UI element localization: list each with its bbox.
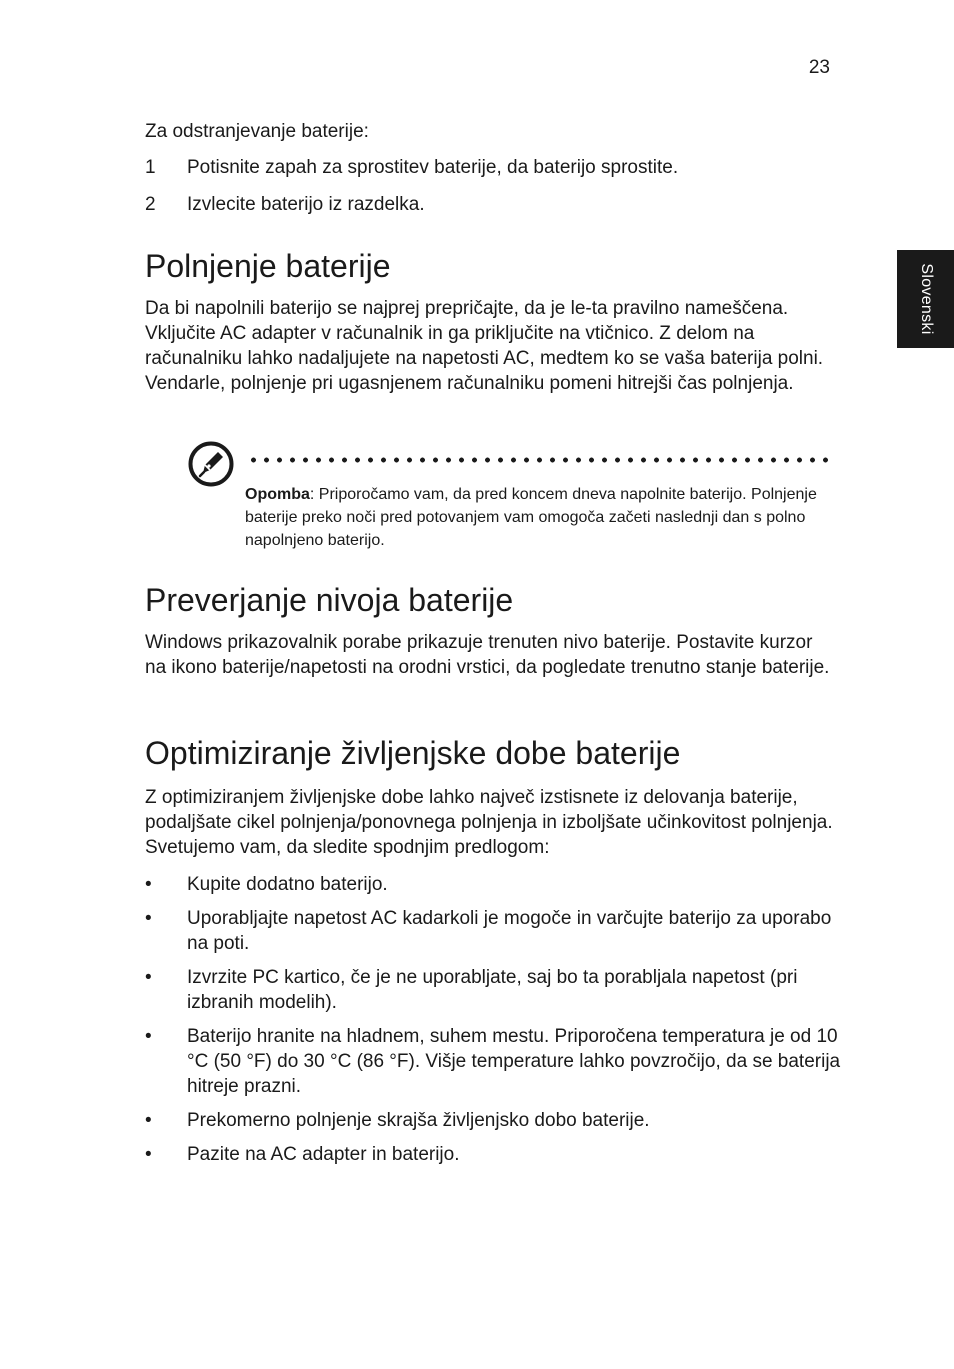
list-item: [145, 192, 845, 217]
bullet: •: [145, 1144, 152, 1165]
note-body: : Priporočamo vam, da pred koncem dneva napolnite baterijo. Polnjenje baterije preko noči pred potovanjem vam omogoča začeti naslednji dan s polno napolnjeno baterijo.: [245, 486, 817, 549]
checking-paragraph: Windows prikazovalnik porabe prikazuje trenuten nivo baterije. Postavite kurzor na ikono baterije/napetosti na orodni vrstici, da pogledate trenutno stanje baterije.: [145, 632, 830, 678]
list-item: [145, 1142, 845, 1167]
removal-steps: [145, 155, 845, 229]
bullet: •: [145, 908, 152, 929]
tip-text: Izvrzite PC kartico, če je ne uporabljate, saj bo ta porabljala napetost (pri izbranih modelih).: [187, 967, 798, 1013]
list-item: [145, 872, 845, 897]
note-dotted-divider: [247, 457, 830, 463]
note-text: [245, 483, 835, 552]
list-item: [145, 1024, 845, 1099]
list-item: [145, 1108, 845, 1133]
side-tab-label: Slovenski: [917, 263, 935, 335]
tip-text: Kupite dodatno baterijo.: [187, 874, 388, 895]
tip-text: Pazite na AC adapter in baterijo.: [187, 1144, 460, 1165]
language-side-tab: [897, 250, 954, 348]
tip-text: Uporabljajte napetost AC kadarkoli je mogoče in varčujte baterijo za uporabo na poti.: [187, 908, 832, 954]
heading-optimizing: Optimiziranje življenjske dobe baterije: [145, 735, 681, 771]
tip-text: Prekomerno polnjenje skrajša življenjsko dobo baterije.: [187, 1110, 650, 1131]
step-text: Potisnite zapah za sprostitev baterije, da baterijo sprostite.: [187, 157, 679, 178]
heading-checking: Preverjanje nivoja baterije: [145, 582, 514, 618]
optimizing-tips: [145, 872, 845, 1176]
step-number: 2: [145, 194, 156, 215]
removal-intro: Za odstranjevanje baterije:: [145, 121, 369, 142]
step-text: Izvlecite baterijo iz razdelka.: [187, 194, 425, 215]
bullet: •: [145, 1110, 152, 1131]
optimizing-paragraph: Z optimiziranjem življenjske dobe lahko največ izstisnete iz delovanja baterije, podaljšate cikel polnjenja/ponovnega polnjenja in izboljšate učinkovitost polnjenja. Svetujemo vam, da sledite spodnjim predlogom:: [145, 787, 833, 858]
heading-charging: Polnjenje baterije: [145, 248, 391, 284]
note-label: Opomba: [245, 486, 310, 503]
bullet: •: [145, 1026, 152, 1047]
bullet: •: [145, 967, 152, 988]
page-number: 23: [808, 57, 830, 78]
tip-text: Baterijo hranite na hladnem, suhem mestu. Priporočena temperatura je od 10 °C (50 °F) do 30 °C (86 °F). Višje temperature lahko povzročijo, da se baterija hitreje prazni.: [187, 1026, 841, 1097]
bullet: •: [145, 874, 152, 895]
list-item: [145, 155, 845, 180]
list-item: [145, 965, 845, 1015]
charging-paragraph: Da bi napolnili baterijo se najprej prepričajte, da je le-ta pravilno nameščena. Vključite AC adapter v računalnik in ga priključite na vtičnico. Z delom na računalniku lahko nadaljujete na napetosti AC, medtem ko se vaša baterija polni. Vendarle, polnjenje pri ugasnjenem računalniku pomeni hitrejši čas polnjenja.: [145, 298, 824, 394]
step-number: 1: [145, 157, 156, 178]
note-pen-icon: [187, 440, 235, 488]
list-item: [145, 906, 845, 956]
